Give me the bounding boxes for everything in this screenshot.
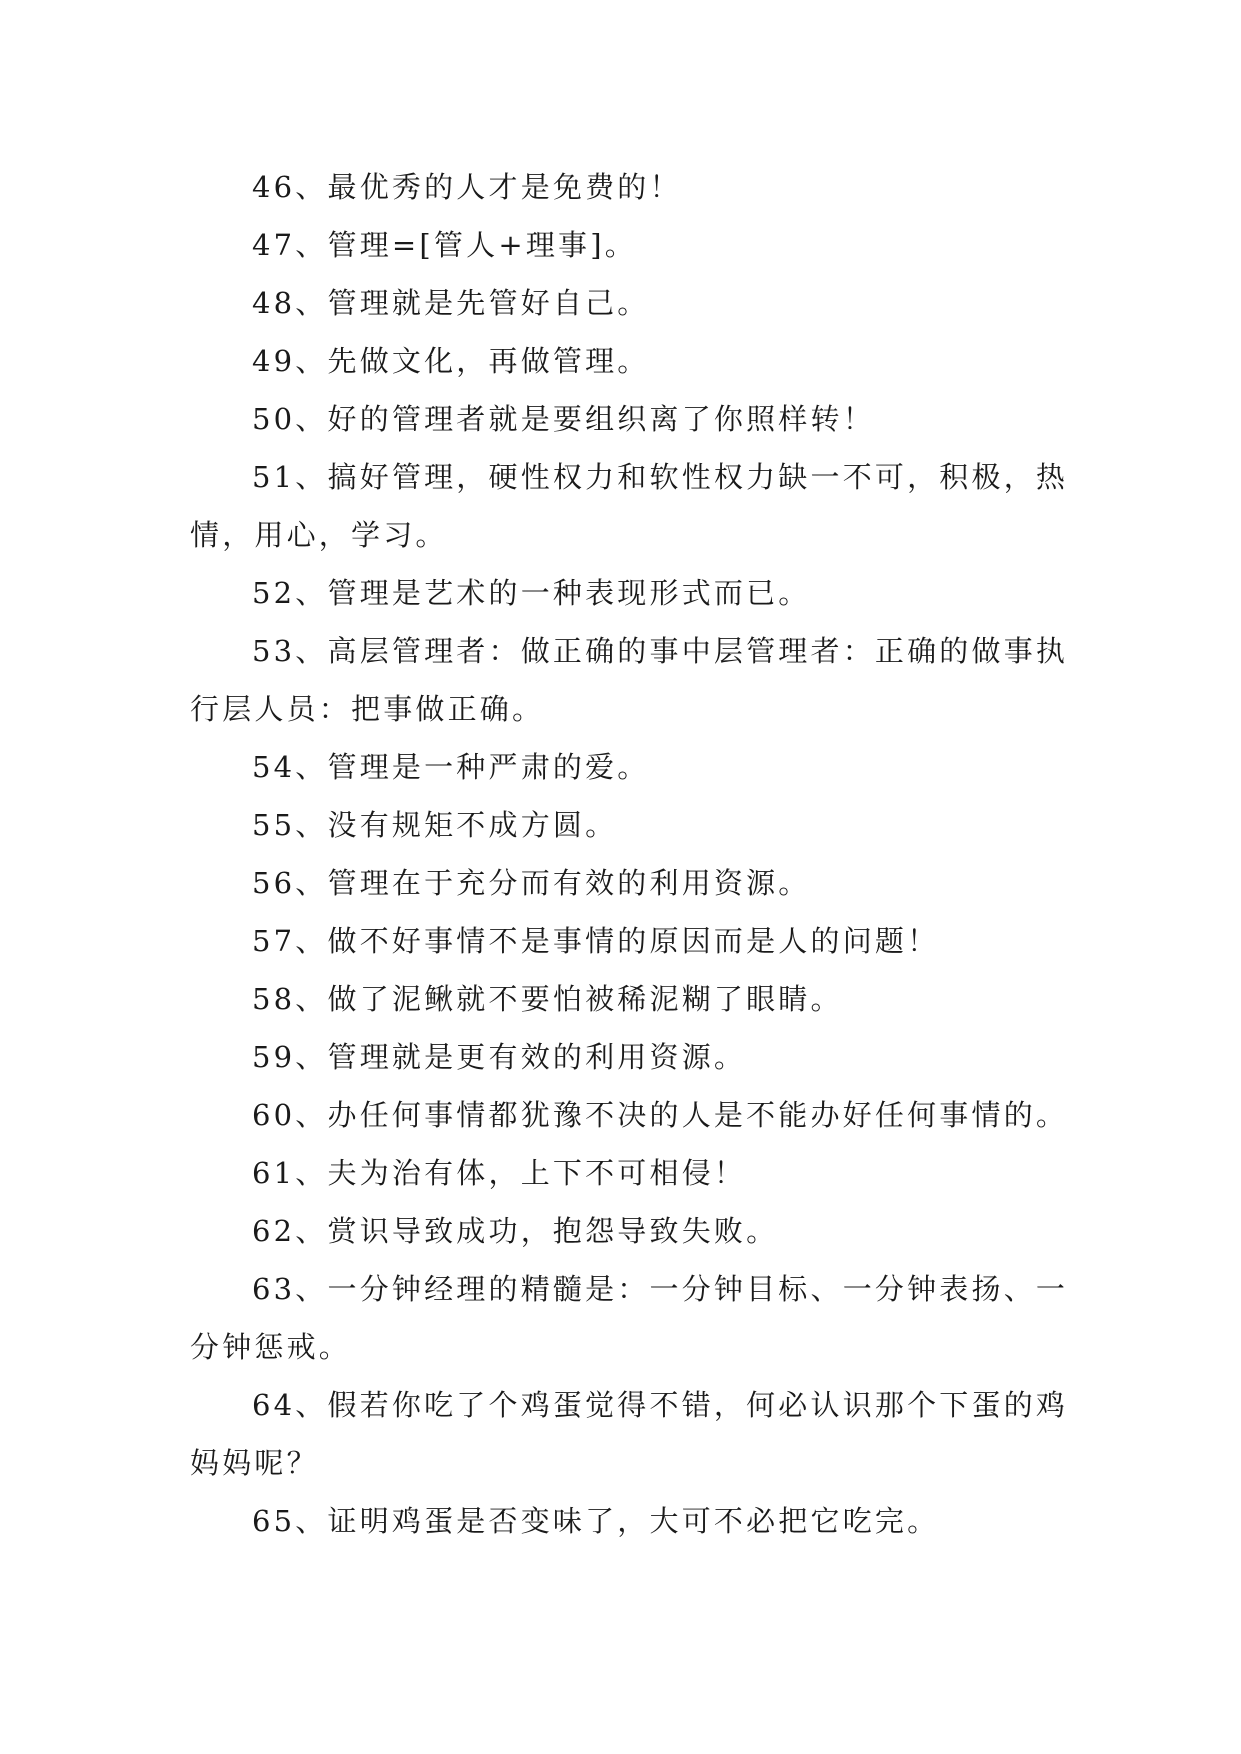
quote-paragraph: 47、管理=[管人+理事]。 [252,228,637,262]
quote-paragraph: 48、管理就是先管好自己。 [252,286,650,320]
quote-paragraph: 55、没有规矩不成方圆。 [252,808,618,842]
quote-paragraph: 50、好的管理者就是要组织离了你照样转！ [252,402,875,436]
quote-paragraph: 51、搞好管理，硬性权力和软性权力缺一不可，积极，热情，用心，学习。 [190,460,1069,552]
quote-paragraph: 53、高层管理者：做正确的事中层管理者：正确的做事执行层人员：把事做正确。 [190,634,1069,726]
quote-paragraph: 61、夫为治有体，上下不可相侵！ [252,1156,747,1190]
quote-paragraph: 65、证明鸡蛋是否变味了，大可不必把它吃完。 [252,1504,940,1538]
quote-paragraph: 62、赏识导致成功，抱怨导致失败。 [252,1214,779,1248]
quote-paragraph: 54、管理是一种严肃的爱。 [252,750,650,784]
quote-paragraph: 58、做了泥鳅就不要怕被稀泥糊了眼睛。 [252,982,843,1016]
quote-paragraph: 57、做不好事情不是事情的原因而是人的问题！ [252,924,940,958]
quote-paragraph: 46、最优秀的人才是免费的！ [252,170,682,204]
document-body [190,158,1070,1550]
quote-paragraph: 60、办任何事情都犹豫不决的人是不能办好任何事情的。 [252,1098,1069,1132]
quote-paragraph: 64、假若你吃了个鸡蛋觉得不错，何必认识那个下蛋的鸡妈妈呢？ [190,1388,1069,1480]
quote-paragraph: 49、先做文化，再做管理。 [252,344,650,378]
quote-paragraph: 59、管理就是更有效的利用资源。 [252,1040,747,1074]
quote-paragraph: 56、管理在于充分而有效的利用资源。 [252,866,811,900]
quote-paragraph: 52、管理是艺术的一种表现形式而已。 [252,576,811,610]
quote-paragraph: 63、一分钟经理的精髓是：一分钟目标、一分钟表扬、一分钟惩戒。 [190,1272,1069,1364]
